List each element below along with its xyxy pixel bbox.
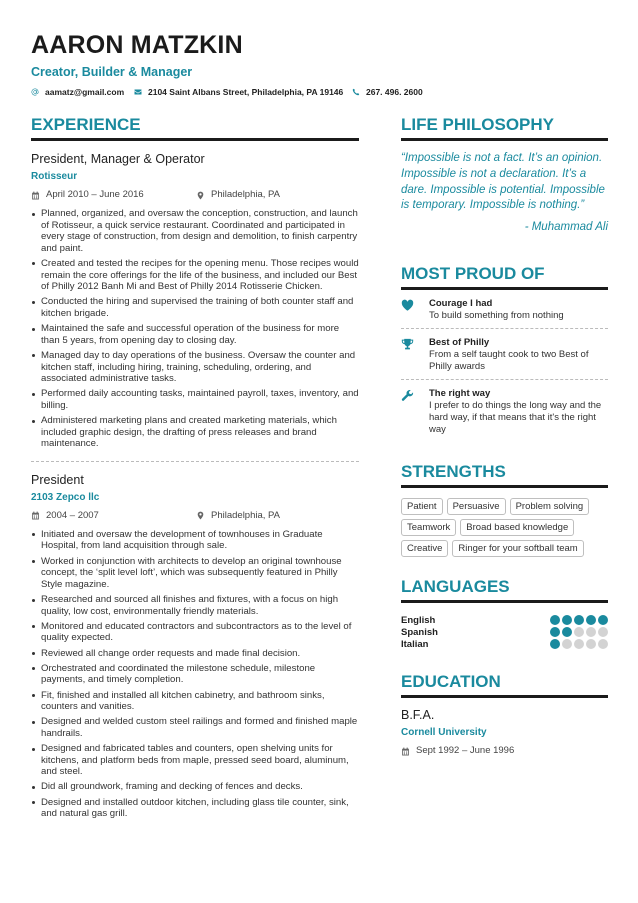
strength-tag: Persuasive [447,498,506,515]
calendar-icon [31,191,40,200]
job-bullets [31,529,359,820]
level-dot [586,639,596,649]
education-dates: Sept 1992 – June 1996 [401,745,514,757]
school-name: Cornell University [401,727,487,739]
strength-tag: Broad based knowledge [460,519,574,536]
level-dot [586,627,596,637]
list-item: Reviewed all change order requests and made final decision. [31,648,359,660]
philosophy-quote: “Impossible is not a fact. It’s an opinion. Impossible is not a declaration. It’s a dare. Impossible is potential. Impossible is temporary. Impossible is nothing.” [401,152,605,212]
proud-title: Courage I had [429,298,493,310]
language-name: Spanish [401,626,438,638]
list-item: Maintained the safe and successful operation of the business for more than 5 years, from opening day to closing day. [31,323,359,346]
list-item: Designed and installed outdoor kitchen, including glass tile counter, sink, and natural gas grill. [31,797,359,820]
level-dot [550,639,560,649]
level-dot [562,627,572,637]
job-meta [31,510,359,522]
level-dot [574,627,584,637]
list-item: Worked in conjunction with architects to develop an original townhouse concept, the ‘split level loft’, which was subsequently featured in Philly Style magazine. [31,556,359,591]
list-item: Orchestrated and coordinated the milestone schedule, milestone payments, and timely completion. [31,663,359,686]
calendar-icon [31,511,40,520]
language-level [548,627,608,637]
map-pin-icon [196,511,205,520]
quote-author: - Muhammad Ali [524,221,608,234]
proud-item [401,329,608,380]
envelope-icon [134,88,142,96]
job-location: Philadelphia, PA [196,189,280,201]
proud-title: The right way [429,388,491,400]
resume-header [31,30,611,99]
job-entry [31,473,359,820]
strengths-heading: STRENGTHS [401,462,608,488]
languages-heading: LANGUAGES [401,577,608,603]
list-item: Designed and fabricated tables and counters, open shelving units for kitchens, and platform beds from maple, pressed seed board, aluminum, and steel. [31,743,359,778]
job-meta [31,189,359,201]
level-dot [574,639,584,649]
language-level [548,615,608,625]
strength-tag: Ringer for your softball team [452,540,583,557]
level-dot [574,615,584,625]
proud-list [401,290,608,442]
level-dot [598,615,608,625]
language-name: English [401,614,436,626]
company-name: 2103 Zepco llc [31,491,100,503]
job-dates: April 2010 – June 2016 [31,189,196,201]
candidate-tagline: Creator, Builder & Manager [31,65,193,79]
list-item: Researched and sourced all finishes and fixtures, with a focus on high quality, low cost, environmentally friendly materials. [31,594,359,617]
language-row [401,638,608,650]
strength-tag: Patient [401,498,443,515]
phone-icon [352,88,360,96]
strength-tag: Creative [401,540,448,557]
education-heading: EDUCATION [401,672,608,698]
list-item: Created and tested the recipes for the opening menu. Those recipes would remain the core offerings for the life of the business, and included our Best of Philly 2012 Banh Mi and Best of Philly 2014 Rotisserie Chicken. [31,258,359,293]
calendar-icon [401,747,410,756]
proud-item [401,380,608,442]
language-list [401,614,608,650]
list-item: Initiated and oversaw the development of townhouses in Graduate Hospital, from land acquisition through sale. [31,529,359,552]
experience-heading: EXPERIENCE [31,115,359,141]
list-item: Did all groundwork, framing and decking of fences and decks. [31,781,359,793]
job-bullets [31,208,359,450]
list-item: Administered marketing plans and created marketing materials, which included graphic design, the drafting of press releases and brand maintenance. [31,415,359,450]
address-text: 2104 Saint Albans Street, Philadelphia, PA 19146 [148,87,344,97]
proud-desc: From a self taught cook to two Best of Philly awards [429,349,589,373]
proud-title: Best of Philly [429,337,490,349]
candidate-name: AARON MATZKIN [31,31,243,59]
strength-tag: Problem solving [510,498,590,515]
job-title: President, Manager & Operator [31,152,205,166]
list-item: Designed and welded custom steel railings and formed and finished maple handrails. [31,716,359,739]
contact-phone[interactable] [352,87,423,97]
level-dot [598,627,608,637]
list-item: Performed daily accounting tasks, maintained payroll, taxes, inventory, and billing. [31,388,359,411]
language-name: Italian [401,638,429,650]
level-dot [550,627,560,637]
wrench-icon [401,389,414,402]
left-column [31,115,359,823]
list-item: Monitored and educated contractors and subcontractors as to the level of quality expected. [31,621,359,644]
contact-email[interactable] [31,87,134,97]
list-item: Planned, organized, and oversaw the conception, construction, and launch of Rotisseur, a quick service restaurant. Coordinated and participated in every stage of construction, from design and demolition, to finish carpentry and paint. [31,208,359,254]
language-level [548,639,608,649]
map-pin-icon [196,191,205,200]
strength-tag: Teamwork [401,519,456,536]
degree: B.F.A. [401,708,435,723]
job-title: President [31,472,84,487]
company-name: Rotisseur [31,171,78,182]
job-entry [31,152,359,450]
level-dot [598,639,608,649]
philosophy-heading: LIFE PHILOSOPHY [401,115,608,141]
email-text: aamatz@gmail.com [45,87,125,97]
language-row [401,614,608,626]
proud-desc: To build something from nothing [429,310,564,322]
level-dot [586,615,596,625]
language-row [401,626,608,638]
contact-address [134,87,352,97]
proud-desc: I prefer to do things the long way and the hard way, if that means that it's the right way [429,400,602,436]
list-item: Fit, finished and installed all kitchen cabinetry, and bathroom sinks, counters and vanities. [31,690,359,713]
job-divider [31,461,359,462]
trophy-icon [401,338,414,351]
level-dot [550,615,560,625]
contact-row [31,85,611,99]
job-dates: 2004 – 2007 [31,510,196,522]
strength-tags [401,498,608,561]
phone-text: 267. 496. 2600 [366,87,423,97]
proud-heading: MOST PROUD OF [401,264,608,290]
list-item: Conducted the hiring and supervised the training of both counter staff and kitchen brigade. [31,296,359,319]
job-location: Philadelphia, PA [196,510,280,522]
heart-icon [401,299,414,312]
at-icon [31,88,39,96]
list-item: Managed day to day operations of the business. Oversaw the counter and kitchen staff, including hiring, training, scheduling, ordering, and associated administrative tasks. [31,350,359,385]
education-meta [401,745,608,757]
level-dot [562,639,572,649]
proud-item [401,290,608,329]
right-column [401,115,608,757]
level-dot [562,615,572,625]
